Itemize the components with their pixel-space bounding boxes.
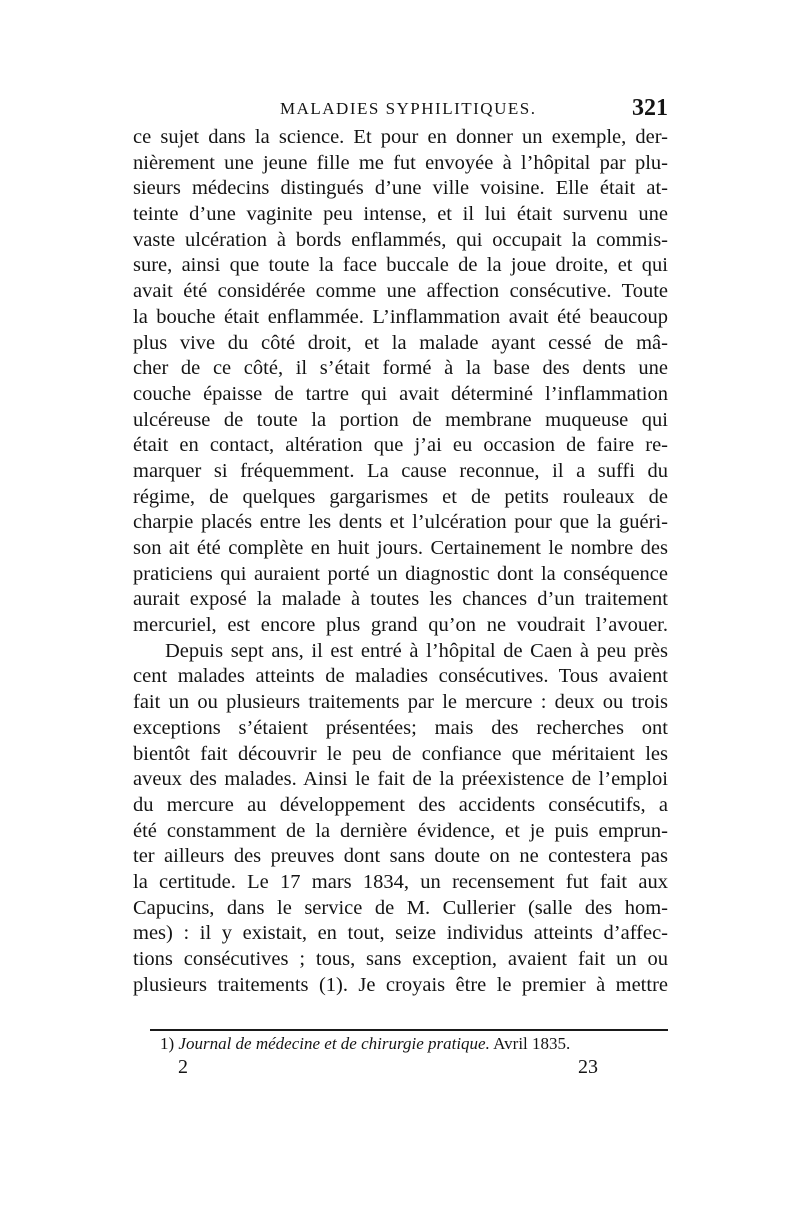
page-number: 321 (632, 95, 668, 121)
text-line: cent malades atteints de maladies consécutives. Tous avaient (133, 665, 668, 688)
text-line: cher de ce côté, il s’était formé à la base des dents une (133, 357, 668, 380)
signature-line (178, 1056, 598, 1080)
text-line: été constamment de la dernière évidence, et je puis emprun- (133, 819, 668, 842)
text-line: plus vive du côté droit, et la malade ayant cessé de mâ- (133, 331, 668, 354)
text-line: du mercure au développement des accidents consécutifs, a (133, 793, 668, 816)
text-line: son ait été complète en huit jours. Certainement le nombre des (133, 537, 668, 559)
gathering-signature: 23 (578, 1056, 598, 1078)
text-line: sure, ainsi que toute la face buccale de la joue droite, et qui (133, 254, 668, 277)
text-line: nièrement une jeune fille me fut envoyée à l’hôpital par plu- (133, 151, 668, 174)
text-line: aveux des malades. Ainsi le fait de la préexistence de l’emploi (133, 768, 668, 791)
text-line: vaste ulcération à bords enflammés, qui occupait la commis- (133, 228, 668, 251)
text-line: mes) : il y existait, en tout, seize individus atteints d’affec- (133, 922, 668, 945)
text-line: couche épaisse de tartre qui avait déterminé l’inflammation (133, 382, 668, 405)
footnote-date: Avril 1835. (493, 1034, 571, 1053)
footnote-marker: 1) (160, 1034, 175, 1053)
text-line: régime, de quelques gargarismes et de petits rouleaux de (133, 485, 668, 508)
text-line: était en contact, altération que j’ai eu occasion de faire re- (133, 434, 668, 457)
running-head (133, 95, 668, 125)
footnote (160, 1034, 668, 1054)
volume-signature: 2 (178, 1056, 188, 1078)
text-line: praticiens qui auraient porté un diagnostic dont la conséquence (133, 562, 668, 585)
text-line: sieurs médecins distingués d’une ville voisine. Elle était at- (133, 177, 668, 200)
text-line: Capucins, dans le service de M. Cullerier (salle des hom- (133, 896, 668, 919)
text-line: la certitude. Le 17 mars 1834, un recensement fut fait aux (133, 870, 668, 893)
text-line: exceptions s’étaient présentées; mais des recherches ont (133, 716, 668, 739)
text-line: aurait exposé la malade à toutes les chances d’un traitement (133, 588, 668, 611)
text-line: plusieurs traitements (1). Je croyais être le premier à mettre (133, 973, 668, 996)
text-line: charpie placés entre les dents et l’ulcération pour que la guéri- (133, 511, 668, 534)
text-line: marquer si fréquemment. La cause reconnue, il a suffi du (133, 459, 668, 482)
running-title: MALADIES SYPHILITIQUES. (280, 99, 537, 118)
text-line: la bouche était enflammée. L’inflammation avait été beaucoup (133, 305, 668, 328)
text-line: ter ailleurs des preuves dont sans doute on ne contestera pas (133, 845, 668, 868)
body-text (133, 125, 668, 998)
footnote-rule (150, 1029, 668, 1031)
paragraph-start-line: Depuis sept ans, il est entré à l’hôpital de Caen à peu près (165, 639, 668, 662)
footnote-journal-title: Journal de médecine et de chirurgie pratique. (178, 1034, 490, 1053)
text-line: ce sujet dans la science. Et pour en donner un exemple, der- (133, 126, 668, 148)
text-line: teinte d’une vaginite peu intense, et il lui était survenu une (133, 203, 668, 226)
paragraph-end-line: mercuriel, est encore plus grand qu’on ne voudrait l’avouer. (133, 614, 668, 637)
text-line: bientôt fait découvrir le peu de confiance que méritaient les (133, 742, 668, 765)
text-line: fait un ou plusieurs traitements par le mercure : deux ou trois (133, 691, 668, 714)
text-line: ulcéreuse de toute la portion de membrane muqueuse qui (133, 408, 668, 431)
text-line: avait été considérée comme une affection consécutive. Toute (133, 280, 668, 303)
text-line: tions consécutives ; tous, sans exception, avaient fait un ou (133, 948, 668, 970)
